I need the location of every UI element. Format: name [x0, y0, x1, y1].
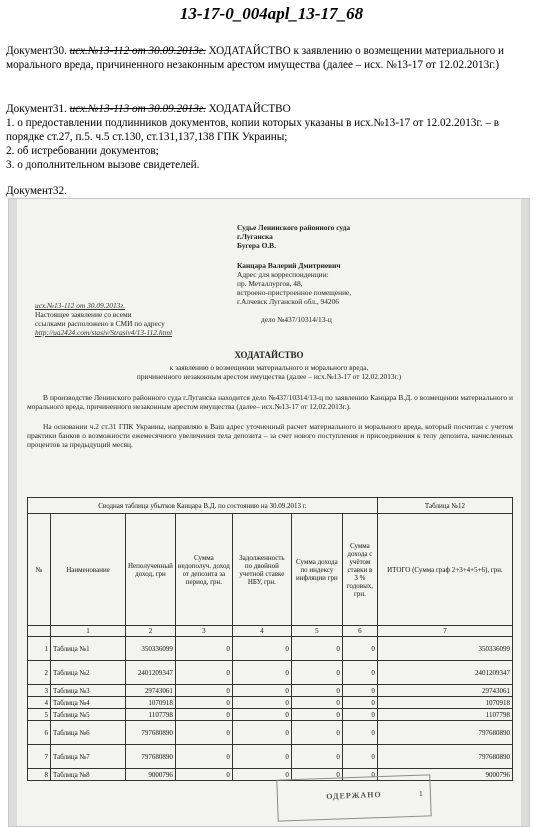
document-30 [6, 44, 538, 72]
cell: 0 [175, 685, 232, 697]
scan-edge-left [9, 199, 17, 826]
left-reference-block [35, 301, 265, 337]
cell: 0 [175, 721, 232, 745]
cell: 0 [342, 709, 377, 721]
scan-edge-right [521, 199, 529, 826]
cell: Таблица №2 [51, 661, 126, 685]
cell: 9000796 [126, 769, 176, 781]
cell: 2 [28, 661, 51, 685]
cell: Таблица №4 [51, 697, 126, 709]
cell: 0 [291, 661, 342, 685]
sender-line: г.Алчевск Луганской обл., 94206 [237, 297, 339, 306]
cell: 7 [28, 745, 51, 769]
cell: 0 [232, 637, 291, 661]
cell: 4 [28, 697, 51, 709]
document-31-item: 3. о дополнительном вызове свидетелей. [6, 159, 200, 171]
document-31-item: 1. о предоставлении подлинников документов, копии которых указаны в исх.№13-17 от 12.02.2013г. – в порядке ст.27, п.5. ч.5 ст.130, ст.131,137,138 ГПК Украины; [6, 117, 500, 143]
document-30-label: Документ30. [6, 45, 67, 57]
cell: 0 [291, 709, 342, 721]
cell: 797680890 [377, 745, 512, 769]
cell: 0 [175, 697, 232, 709]
subheading-line: к заявлению о возмещении материального и морального вреда, [169, 363, 369, 372]
page-title: 13-17-0_004apl_13-17_68 [179, 4, 364, 23]
cell: 0 [232, 709, 291, 721]
cell: 0 [232, 661, 291, 685]
subheading-line: причиненного незаконным арестом имущества (далее – исх.№13-17 от 12.02.2013г.) [136, 372, 402, 381]
cell: Таблица №5 [51, 709, 126, 721]
document-31-link[interactable]: исх.№13-113 от 30.09.2013г. [69, 103, 206, 115]
scan-heading: ХОДАТАЙСТВО [234, 350, 304, 360]
table-row [28, 697, 513, 709]
column-number: 6 [342, 626, 377, 637]
column-number: 5 [291, 626, 342, 637]
addressee-line: г.Луганска [237, 232, 273, 241]
stamp-text: ОДЕРЖАНО [326, 790, 382, 801]
column-number: 1 [51, 626, 126, 637]
scan-subheading [19, 363, 519, 381]
cell: 350336099 [126, 637, 176, 661]
cell: 0 [291, 769, 342, 781]
cell: 0 [232, 769, 291, 781]
table-row [28, 709, 513, 721]
column-number: 4 [232, 626, 291, 637]
sender-line: Адрес для корреспонденции: [237, 270, 329, 279]
cell: 0 [291, 637, 342, 661]
document-30-text: ХОДАТАЙСТВО к заявлению о возмещении материального и морального вреда, причиненного незаконным арестом имущества (далее – исх. №13-17 от 12.02.2013г.) [6, 45, 505, 71]
document-30-link[interactable]: исх.№13-112 от 30.09.2013г. [69, 45, 206, 57]
column-header: Сумма дохода по индексу инфляции грн [291, 514, 342, 626]
cell: 29743061 [126, 685, 176, 697]
url-link[interactable]: http://ua2424.com/stasiv/Strasiv4/13-112.html [35, 328, 172, 337]
cell: 1107798 [126, 709, 176, 721]
cell: 1070918 [126, 697, 176, 709]
left-reference: исх.№13-112 от 30.09.2013г. [35, 301, 125, 310]
case-number: дело №437/10314/13-ц [261, 315, 332, 324]
cell: Таблица №1 [51, 637, 126, 661]
cell: 797680890 [126, 745, 176, 769]
cell: 0 [342, 637, 377, 661]
cell: 0 [175, 709, 232, 721]
cell: Таблица №8 [51, 769, 126, 781]
cell: 350336099 [377, 637, 512, 661]
cell: 0 [232, 745, 291, 769]
sender-name: Канцара Валерий Дмитриевич [237, 261, 341, 270]
cell: 0 [342, 769, 377, 781]
cell: 1 [28, 637, 51, 661]
table-caption: Сводная таблица убытков Канцара В.Д. по состоянию на 30.09.2013 г. [28, 498, 378, 514]
sender-block [237, 261, 437, 306]
addressee-line: Судье Ленинского районного суда [237, 223, 351, 232]
cell: 797680890 [377, 721, 512, 745]
column-number: 7 [377, 626, 512, 637]
cell: 0 [342, 745, 377, 769]
column-number-row [28, 626, 513, 637]
cell: 0 [175, 637, 232, 661]
cell: 0 [175, 661, 232, 685]
cell: Таблица №6 [51, 721, 126, 745]
document-31-text: ХОДАТАЙСТВО [208, 103, 291, 115]
addressee-block [237, 223, 437, 250]
cell: Таблица №3 [51, 685, 126, 697]
cell: 9000796 [377, 769, 512, 781]
note-line: Настоящее заявление со всеми [35, 310, 132, 319]
cell: 0 [291, 721, 342, 745]
column-header: № [28, 514, 51, 626]
cell: 0 [175, 769, 232, 781]
table-row [28, 721, 513, 745]
cell: 0 [232, 685, 291, 697]
document-31-item: 2. об истребовании документов; [6, 145, 159, 157]
table-row [28, 745, 513, 769]
body-paragraph: На основании ч.2 ст.31 ГПК Украины, направляю в Ваш адрес уточненный расчет материального и морального вреда, который посчитан с учетом практики банков о возможности ежемесячного увеличения тела депозита – за счет нового поступления и присоединения к телу депозита, начисленных процентов за предыдущий месяц. [27, 422, 513, 449]
column-number: 3 [175, 626, 232, 637]
cell: 2401209347 [126, 661, 176, 685]
addressee-line: Бугера О.В. [237, 241, 276, 250]
cell: 797680890 [126, 721, 176, 745]
column-header: Сумма дохода с учётом ставки в 3 % годовых, грн. [342, 514, 377, 626]
cell: Таблица №7 [51, 745, 126, 769]
column-header: Сумма недополуч. доход от депозита за период, грн. [175, 514, 232, 626]
cell: 0 [342, 697, 377, 709]
cell: 0 [342, 721, 377, 745]
cell: 1107798 [377, 709, 512, 721]
cell: 5 [28, 709, 51, 721]
cell: 1070918 [377, 697, 512, 709]
document-31 [6, 102, 538, 172]
table-row [28, 661, 513, 685]
column-header: ИТОГО (Сумма граф 2+3+4+5+6), грн. [377, 514, 512, 626]
cell: 0 [342, 685, 377, 697]
table-row [28, 769, 513, 781]
cell: 0 [291, 685, 342, 697]
sender-line: пр. Металлургов, 48, [237, 279, 303, 288]
cell: 0 [232, 721, 291, 745]
table-row [28, 637, 513, 661]
cell: 2401209347 [377, 661, 512, 685]
column-header: Задолженность по двойной учетной ставке НБУ, грн. [232, 514, 291, 626]
document-31-label: Документ31. [6, 103, 67, 115]
table-header-row [28, 514, 513, 626]
cell: 0 [175, 745, 232, 769]
body-paragraph: В производстве Ленинского районного суда г.Луганска находится дело №437/10314/13-ц по заявлению Канцара В.Д. о возмещении материального и морального вреда, причиненного незаконным арестом имущества (далее– исх.№13-17 от 12.02.2013г.). [27, 393, 513, 411]
cell: 0 [342, 661, 377, 685]
received-stamp [276, 774, 431, 821]
column-number: 2 [126, 626, 176, 637]
column-header: Наименование [51, 514, 126, 626]
table-number: Таблица №12 [377, 498, 512, 514]
page-number: 1 [419, 789, 423, 798]
column-header: Неполученный доход, грн [126, 514, 176, 626]
note-line: ссылками расположено в СМИ по адресу [35, 319, 165, 328]
cell: 8 [28, 769, 51, 781]
cell: 3 [28, 685, 51, 697]
losses-table [27, 497, 513, 781]
cell: 29743061 [377, 685, 512, 697]
column-number [28, 626, 51, 637]
sender-line: встроено-пристроенное помещение, [237, 288, 352, 297]
cell: 0 [291, 697, 342, 709]
cell: 6 [28, 721, 51, 745]
table-row [28, 685, 513, 697]
document-32-label: Документ32. [6, 185, 67, 197]
cell: 0 [291, 745, 342, 769]
scanned-document [8, 198, 530, 827]
cell: 0 [232, 697, 291, 709]
table-caption-row [28, 498, 513, 514]
